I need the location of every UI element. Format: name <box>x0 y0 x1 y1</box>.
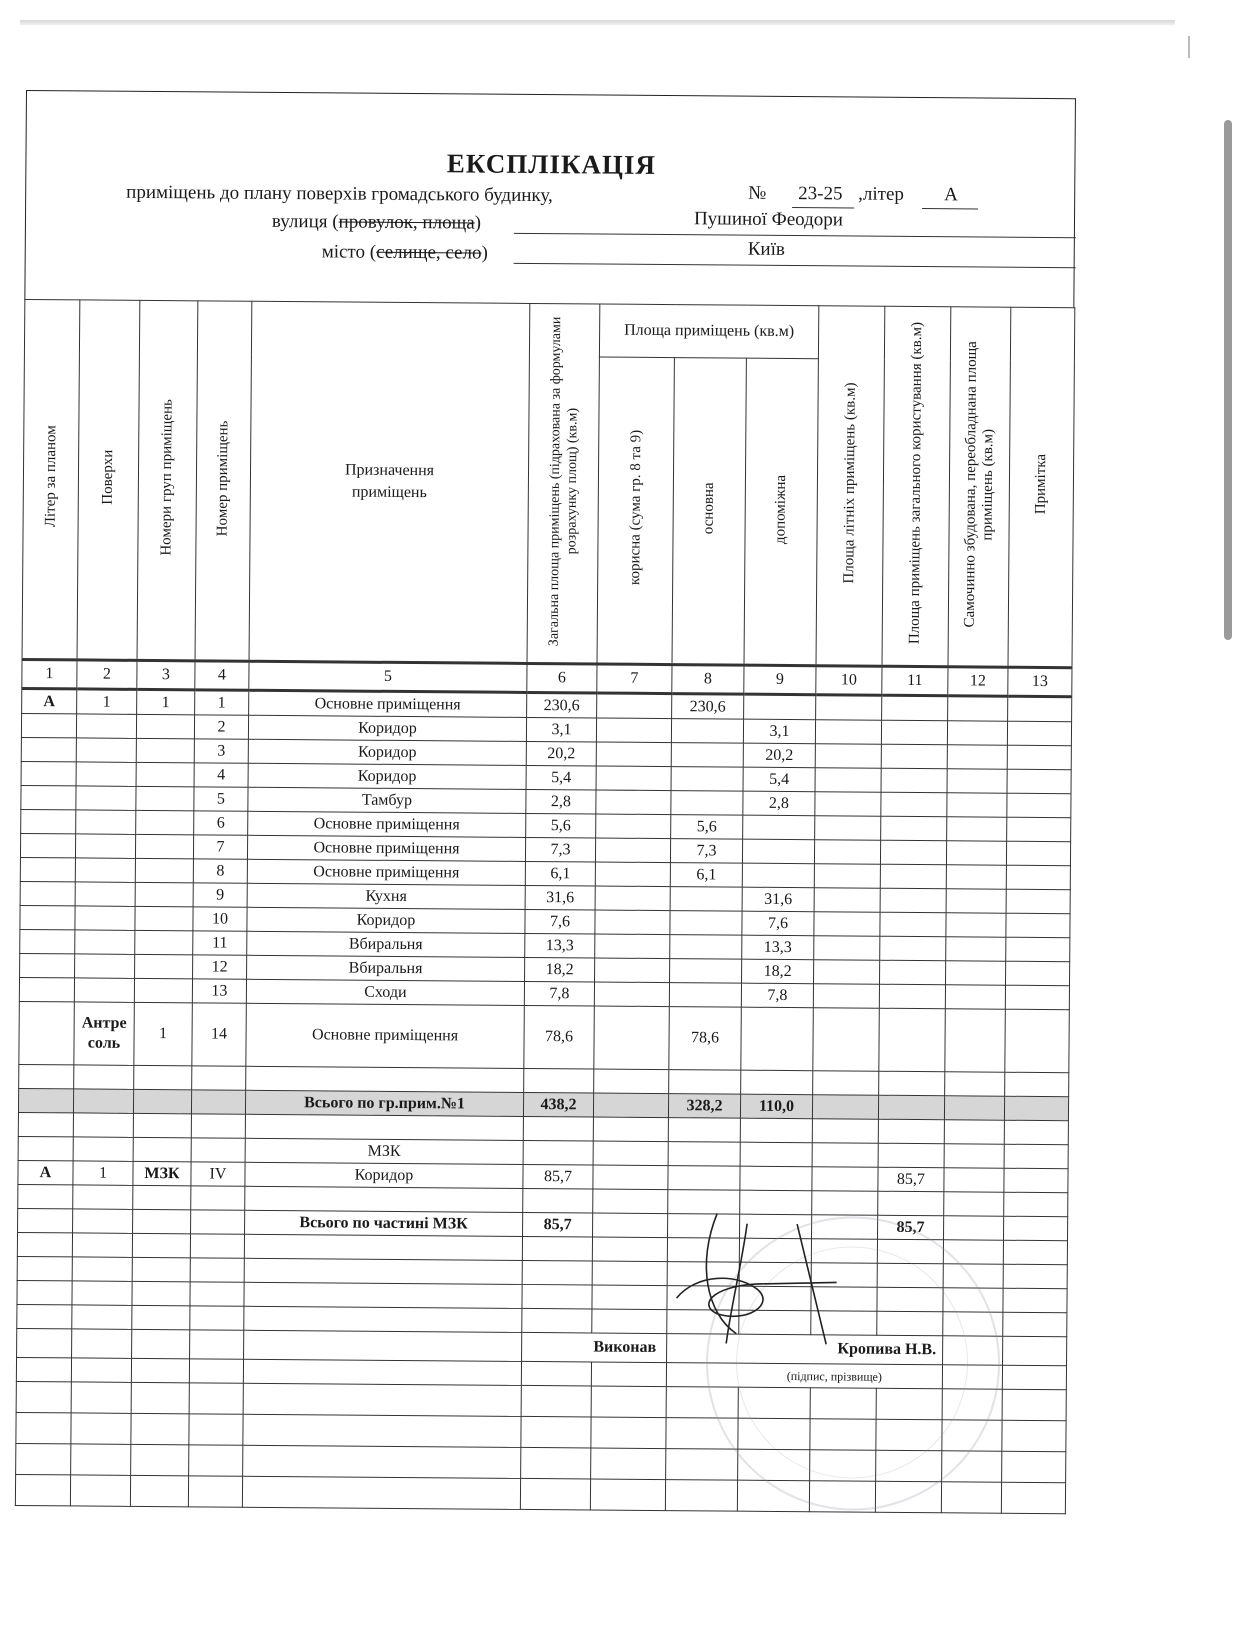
top-edge <box>20 20 1175 25</box>
street-value: Пушиної Феодори <box>693 208 844 231</box>
col-header-liter: Літер за планом <box>42 425 59 528</box>
col-header-useful: корисна (сума гр. 8 та 9) <box>626 430 644 586</box>
document-title: ЕКСПЛІКАЦІЯ <box>446 148 657 180</box>
col-header-groups: Номери груп приміщень <box>158 399 176 556</box>
col-header-selfbuilt: Самочинно збудована, переобладнана площа приміщень (кв.м) <box>961 340 996 628</box>
liter-value: А <box>944 184 959 206</box>
total-mzk-row: Всього по частині МЗК 85,7 85,7 <box>18 1208 1068 1240</box>
table-row: 3 Коридор 20,2 20,2 <box>21 737 1071 769</box>
table-row: 5 Тамбур 2,8 2,8 <box>21 785 1071 817</box>
total-group-row: Всього по гр.прим.№1 438,2 328,2 110,0 <box>18 1088 1068 1120</box>
mzk-heading-row: МЗК <box>18 1136 1068 1168</box>
col-header-main: основна <box>700 482 717 535</box>
number-label: № <box>748 182 767 204</box>
col-header-common: Площа приміщень загального користування (кв.м) <box>906 322 926 645</box>
document-sheet <box>15 90 1076 1490</box>
column-number-row: 1 2 3 4 5 6 7 8 9 10 11 12 13 <box>22 659 1072 696</box>
table-row: 2 Коридор 3,1 3,1 <box>21 713 1071 745</box>
city-line: місто (селище, село) <box>321 241 488 264</box>
executed-label: Виконав <box>522 1332 667 1362</box>
edge-mark <box>1188 36 1190 58</box>
table-row: 11 Вбиральня 13,3 13,3 <box>20 929 1070 961</box>
col-header-aux: допоміжна <box>772 474 790 544</box>
signature-scribble <box>656 1203 857 1355</box>
mezzanine-row: Антре соль 1 14 Основне приміщення 78,6 78,6 <box>19 1001 1069 1072</box>
col-header-note: Примітка <box>1032 454 1050 515</box>
col-header-purpose: Призначення приміщень <box>249 301 530 663</box>
table-row: 10 Коридор 7,6 7,6 <box>20 905 1070 937</box>
scrollbar[interactable] <box>1224 120 1232 640</box>
col-header-total-area: Загальна площа приміщень (підрахована за формулами розрахунку площ) (кв.м) <box>546 315 581 646</box>
col-header-floors: Поверхи <box>99 449 117 505</box>
header-line1: приміщень до плану поверхів громадського будинку, <box>126 181 553 207</box>
table-row: 4 Коридор 5,4 5,4 <box>21 761 1071 793</box>
number-value: 23-25 <box>798 183 843 205</box>
table-row: 8 Основне приміщення 6,1 6,1 <box>20 857 1070 889</box>
table-row: 9 Кухня 31,6 31,6 <box>20 881 1070 913</box>
mzk-row: А 1 МЗК IV Коридор 85,7 85,7 <box>18 1160 1068 1192</box>
city-value: Київ <box>747 238 785 260</box>
table-row: А 1 1 1 Основне приміщення 230,6 230,6 <box>22 688 1072 721</box>
signature-caption: (підпис, прізвище) <box>666 1363 942 1389</box>
table-row: 13 Сходи 7,8 7,8 <box>19 977 1069 1009</box>
street-line: вулиця (провулок, площа) <box>271 210 482 234</box>
col-header-area-group: Площа приміщень (кв.м) <box>599 304 818 359</box>
table-row: 12 Вбиральня 18,2 18,2 <box>20 953 1070 985</box>
table-row: 6 Основне приміщення 5,6 5,6 <box>21 809 1071 841</box>
table-row: 7 Основне приміщення 7,3 7,3 <box>20 833 1070 865</box>
header-box <box>24 90 1076 307</box>
col-header-summer: Площа літніх приміщень (кв.м) <box>841 382 859 584</box>
executor-name: Кропива Н.В. <box>667 1334 943 1365</box>
col-header-room-number: Номер приміщень <box>214 420 232 536</box>
liter-label: ,літер <box>858 183 905 205</box>
